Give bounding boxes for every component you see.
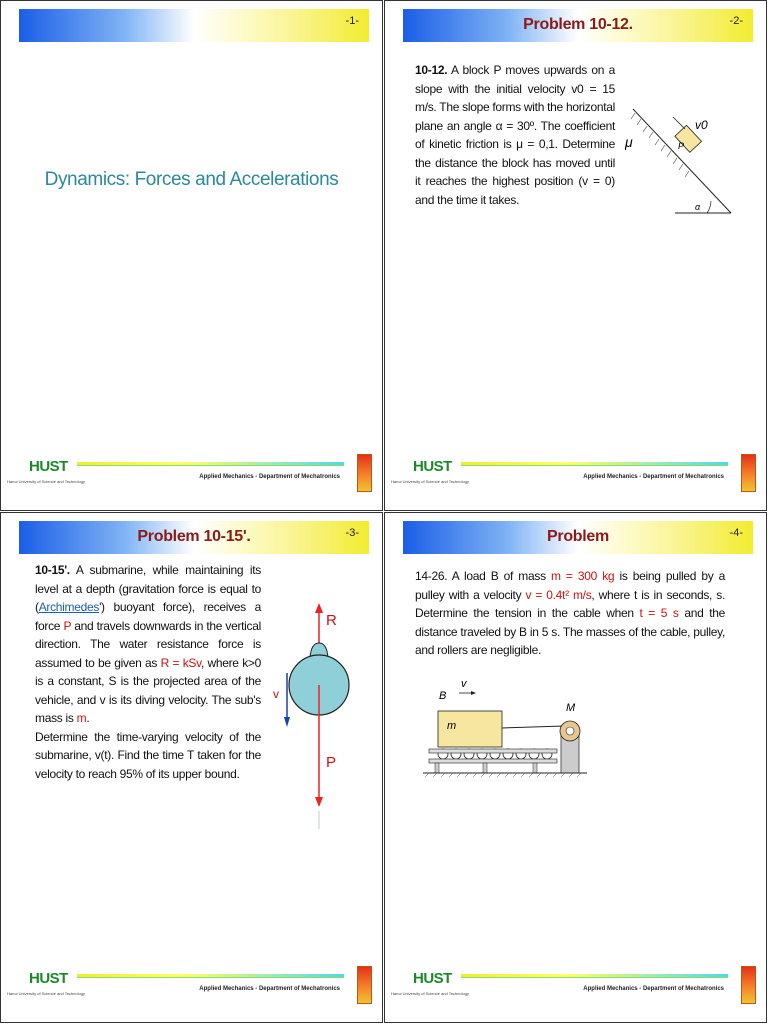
slide-2 — [384, 0, 767, 511]
friction-label: μ — [625, 134, 633, 150]
ground-hatching — [425, 773, 581, 777]
highlight-resistance: R = kSv — [160, 655, 201, 670]
slide-footer — [391, 966, 760, 1014]
slide-header-bar — [403, 521, 753, 554]
angle-arc — [707, 201, 711, 213]
block-label: P — [678, 141, 685, 151]
slide-1 — [0, 0, 383, 511]
hust-logo-subtitle: Hanoi University of Science and Technology — [7, 991, 85, 996]
hust-logo-subtitle: Hanoi University of Science and Technology — [391, 479, 469, 484]
text-run: , where t is in seconds, s. Determine the tension in the cable when — [415, 587, 725, 620]
incline-figure — [625, 99, 735, 219]
slide-footer — [7, 454, 376, 502]
submarine-figure — [269, 603, 359, 833]
department-label: Applied Mechanics - Department of Mechatronics — [199, 986, 340, 992]
problem-statement: A block P moves upwards on a slope with the initial velocity v0 = 15 m/s. The slope forms with the horizontal plane an angle α = 30º. The coefficient of kinetic friction is μ = 0,1. Determine the distance the block has moved until it reaches the highest position (v = 0) and the time it takes. — [415, 63, 615, 207]
slide-header-bar — [403, 9, 753, 42]
page-number: -1- — [345, 15, 359, 27]
slide-header-title: Problem — [547, 528, 609, 545]
force-p-arrowhead — [315, 797, 323, 807]
problem-text — [415, 567, 725, 660]
highlight-time: t = 5 s — [639, 606, 679, 620]
page-number: -2- — [729, 15, 743, 27]
velocity-label: v — [273, 687, 279, 701]
problem-number: 10-12. — [415, 63, 448, 77]
text-run: and the distance traveled by B in 5 s. The masses of the cable, pulley, and rollers are negligible. — [415, 606, 725, 657]
text-run: is being pulled by a pulley with a velocity — [415, 569, 725, 602]
archimedes-link[interactable]: Archimedes — [38, 600, 100, 614]
university-emblem-icon — [357, 966, 372, 1004]
angle-label: α — [695, 202, 701, 212]
support-leg — [533, 763, 537, 773]
university-emblem-icon — [741, 966, 756, 1004]
force-p-label: P — [326, 754, 337, 771]
department-label: Applied Mechanics - Department of Mechatronics — [583, 474, 724, 480]
pulley-axle — [566, 727, 574, 735]
footer-line-accent — [77, 977, 344, 978]
hust-logo: HUST — [29, 458, 68, 475]
problem-paragraph-2: Determine the time-varying velocity of the submarine, v(t). Find the time T taken for the velocity to reach 95% of its upper bound. — [35, 729, 261, 781]
footer-line-accent — [461, 977, 728, 978]
slide-3 — [0, 512, 383, 1023]
force-r-arrowhead — [315, 603, 323, 613]
roller-track — [429, 749, 557, 753]
slide-footer — [7, 966, 376, 1014]
slide-header-bar — [19, 521, 369, 554]
hust-logo-subtitle: Hanoi University of Science and Technology — [391, 991, 469, 996]
text-run: ') buoyant force), receives a force — [35, 600, 261, 633]
incline-surface — [633, 109, 731, 213]
text-run: . — [86, 711, 90, 725]
slide-header-title: Problem 10-12. — [523, 16, 633, 33]
slide-4 — [384, 512, 767, 1023]
problem-number: 10-15'. — [35, 563, 70, 577]
hust-logo: HUST — [413, 970, 452, 987]
velocity-arrowhead — [471, 691, 476, 695]
support-leg — [483, 763, 487, 773]
velocity-label: v — [461, 678, 467, 690]
problem-paragraph-1 — [35, 561, 261, 728]
cable — [502, 726, 564, 728]
velocity-arrowhead — [284, 717, 290, 727]
slide-footer — [391, 454, 760, 502]
problem-text — [35, 561, 261, 783]
highlight-mass: m — [76, 711, 87, 725]
hust-logo: HUST — [413, 458, 452, 475]
hust-logo-subtitle: Hanoi University of Science and Technology — [7, 479, 85, 484]
mass-label: m — [447, 720, 457, 732]
slide-header-title: Problem 10-15'. — [137, 528, 251, 545]
problem-text — [415, 61, 615, 209]
page-number: -3- — [345, 527, 359, 539]
text-run: 14-26. A load B of mass — [415, 569, 552, 583]
slide-title: Dynamics: Forces and Accelerations — [44, 169, 339, 190]
highlight-velocity: v = 0.4t² m/s — [525, 587, 592, 602]
pulley-figure — [421, 673, 591, 783]
footer-line-accent — [461, 465, 728, 466]
university-emblem-icon — [741, 454, 756, 492]
footer-line-accent — [77, 465, 344, 466]
page-number: -4- — [729, 527, 743, 539]
load-label-b: B — [439, 690, 447, 702]
velocity-arrow — [673, 117, 685, 129]
highlight-mass: m = 300 kg — [551, 569, 615, 583]
motor-label-m: M — [566, 702, 576, 714]
support-leg — [435, 763, 439, 773]
department-label: Applied Mechanics - Department of Mechatronics — [199, 474, 340, 480]
slide-header-bar — [19, 9, 369, 42]
force-r-label: R — [326, 612, 337, 629]
text-run: A submarine, while maintaining its level at a depth (gravitation force is equal to ( — [35, 563, 261, 614]
hust-logo: HUST — [29, 970, 68, 987]
highlight-p: P — [63, 618, 71, 633]
text-run: and travels downwards in the vertical direction. The water resistance force is assumed to be given as — [35, 618, 261, 670]
department-label: Applied Mechanics - Department of Mechatronics — [583, 986, 724, 992]
roller-base — [429, 759, 557, 763]
velocity-label: v0 — [695, 118, 708, 132]
text-run: , where k>0 is a constant, S is the projected area of the vehicle, and v is its diving velocity. The sub's mass is — [35, 655, 261, 725]
university-emblem-icon — [357, 454, 372, 492]
